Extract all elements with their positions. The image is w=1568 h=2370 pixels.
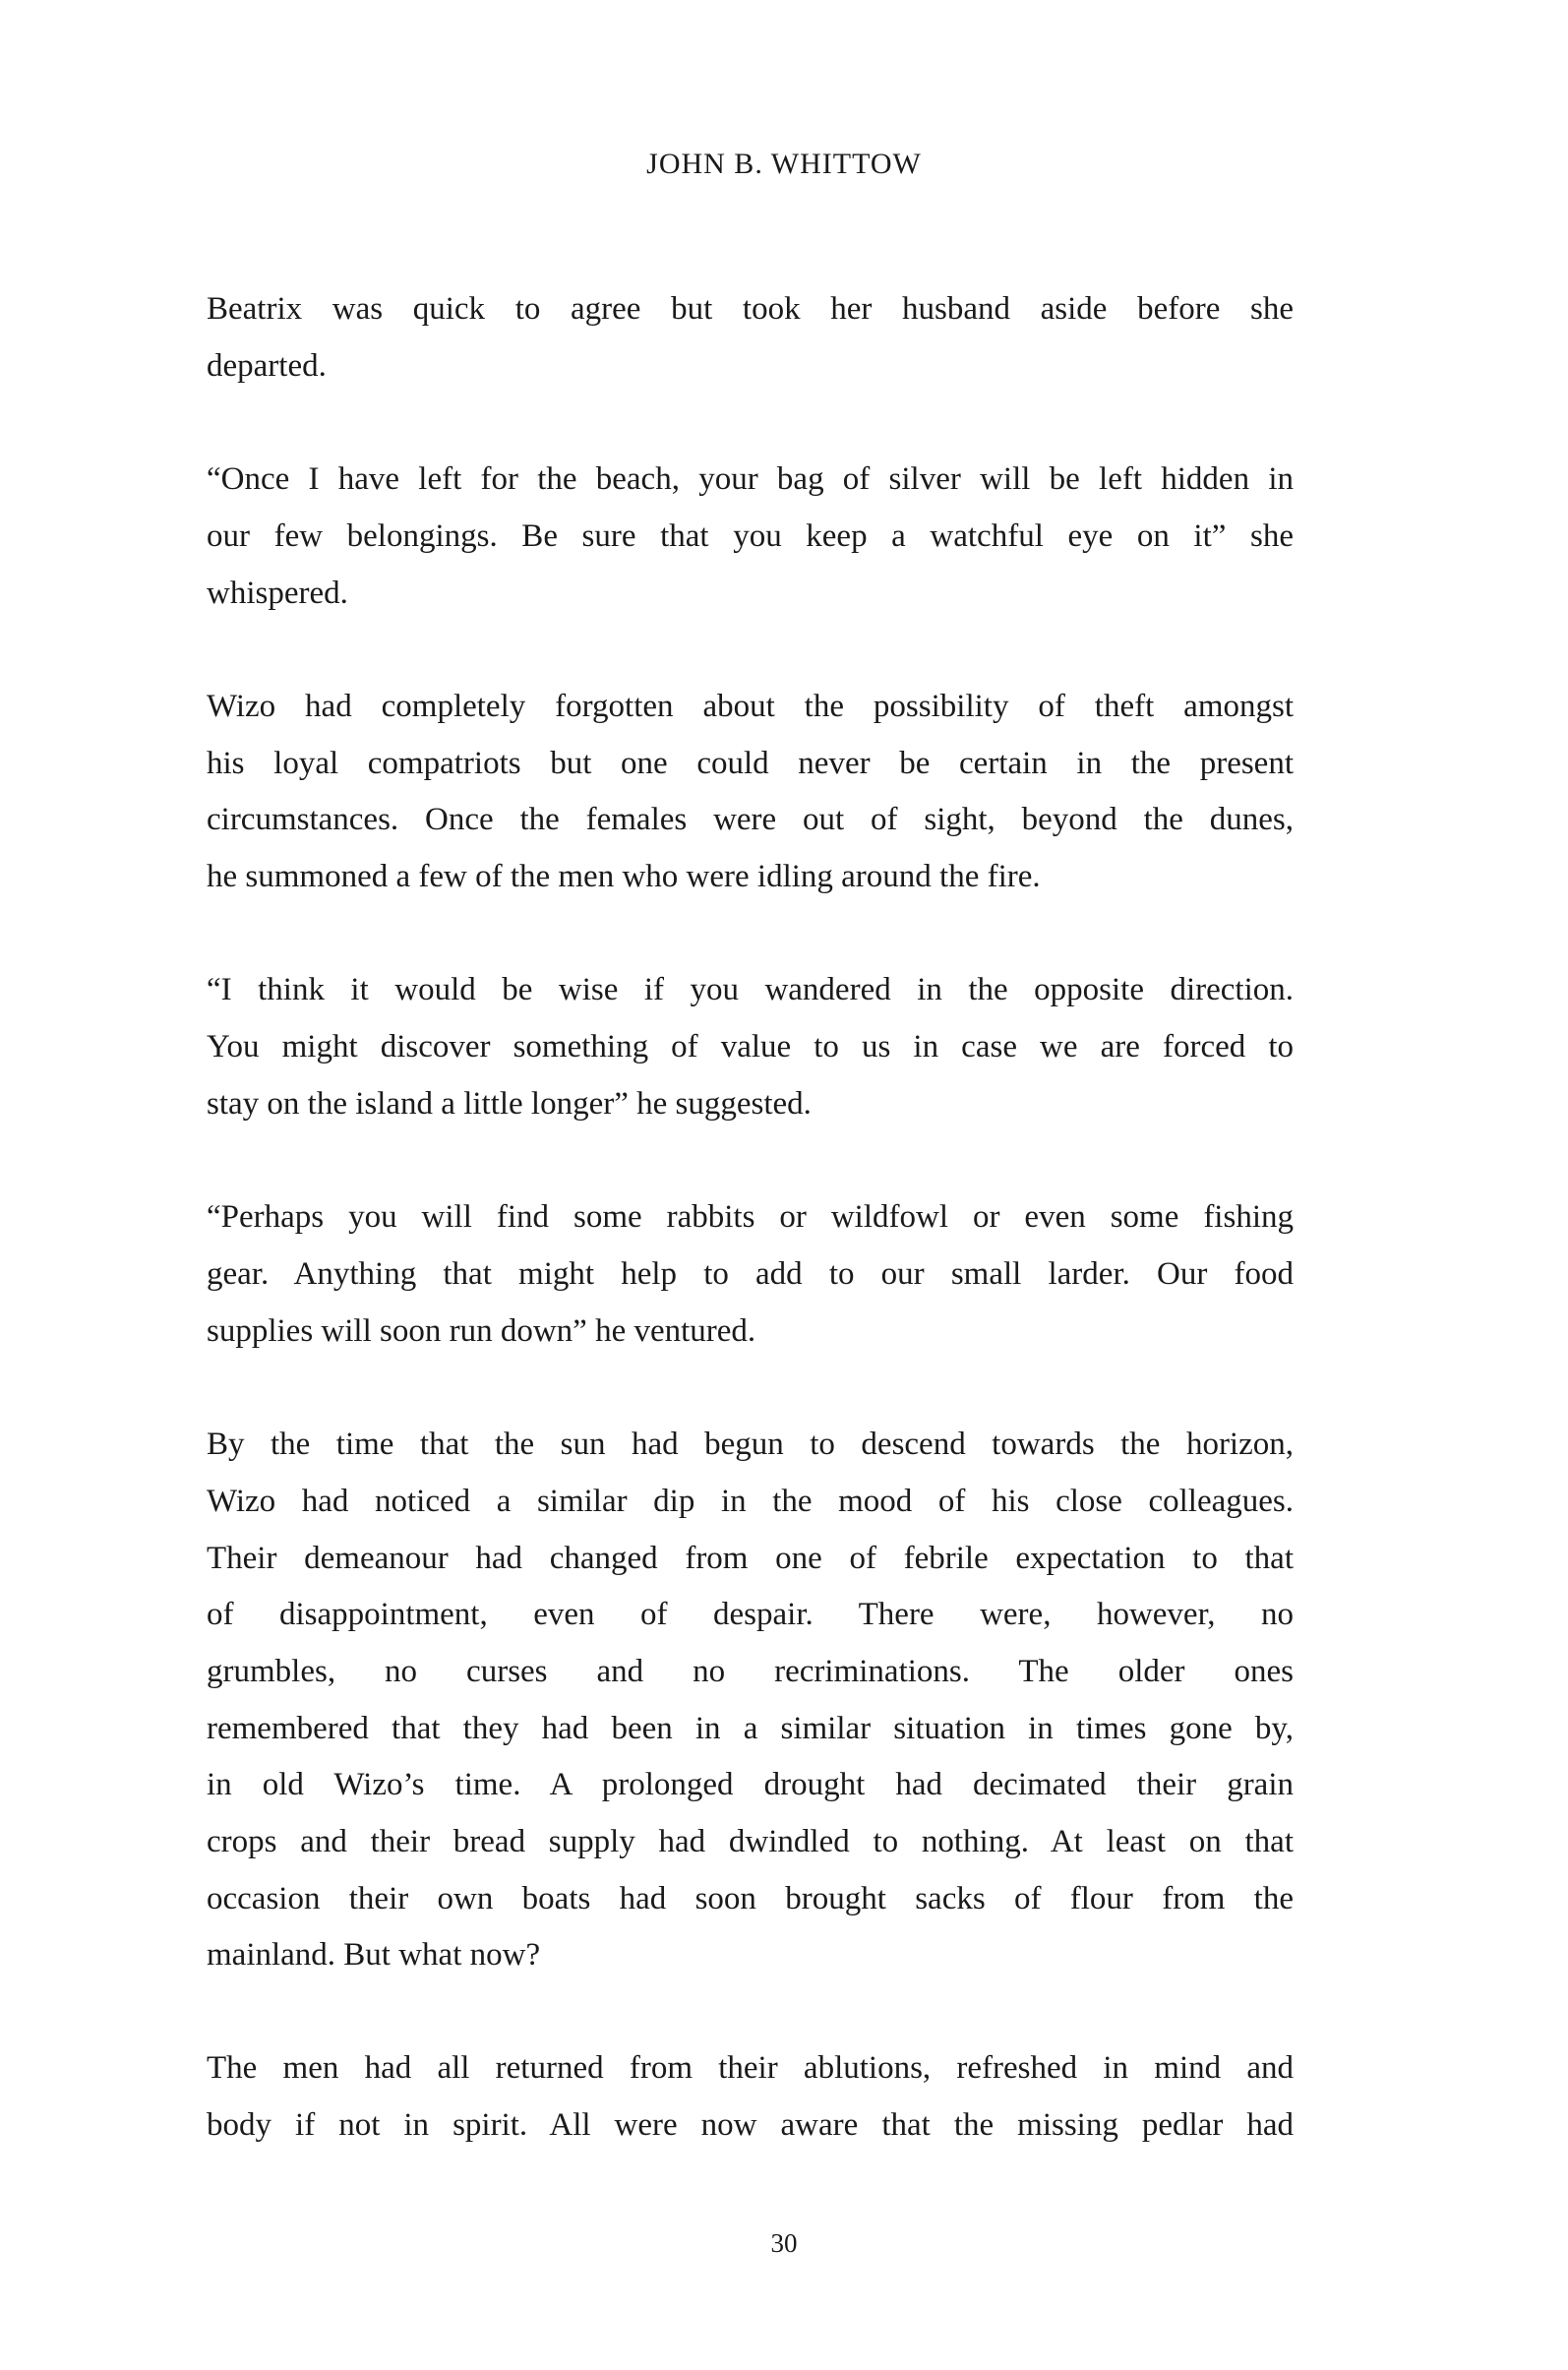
text-line: stay on the island a little longer” he suggested. [207, 1086, 812, 1122]
text-line: our few belongings. Be sure that you keep a watchful eye on it” she [207, 518, 1294, 554]
text-line: departed. [207, 348, 327, 384]
text-line: grumbles, no curses and no recriminations. The older ones [207, 1654, 1294, 1689]
text-line: occasion their own boats had soon brought sacks of flour from the [207, 1881, 1294, 1916]
text-line: The men had all returned from their ablutions, refreshed in mind and [207, 2050, 1294, 2086]
page-number: 30 [770, 2228, 798, 2258]
text-line: Beatrix was quick to agree but took her husband aside before she [207, 291, 1294, 327]
text-line: supplies will soon run down” he ventured. [207, 1313, 756, 1349]
text-line: By the time that the sun had begun to descend towards the horizon, [207, 1427, 1294, 1462]
text-line: Wizo had completely forgotten about the possibility of theft amongst [207, 689, 1294, 724]
text-line: remembered that they had been in a similar situation in times gone by, [207, 1711, 1294, 1746]
text-line: “Perhaps you will find some rabbits or wildfowl or even some fishing [207, 1199, 1294, 1235]
text-line: his loyal compatriots but one could never be certain in the present [207, 746, 1294, 781]
text-line: of disappointment, even of despair. There were, however, no [207, 1597, 1294, 1632]
text-line: he summoned a few of the men who were idling around the fire. [207, 859, 1041, 894]
text-line: gear. Anything that might help to add to our small larder. Our food [207, 1256, 1294, 1292]
text-line: circumstances. Once the females were out of sight, beyond the dunes, [207, 802, 1294, 837]
text-line: Their demeanour had changed from one of febrile expectation to that [207, 1541, 1294, 1576]
text-line: Wizo had noticed a similar dip in the mood of his close colleagues. [207, 1484, 1294, 1519]
running-header: JOHN B. WHITTOW [646, 148, 922, 180]
text-line: body if not in spirit. All were now aware that the missing pedlar had [207, 2107, 1294, 2143]
text-line: in old Wizo’s time. A prolonged drought had decimated their grain [207, 1767, 1294, 1802]
text-line: You might discover something of value to us in case we are forced to [207, 1029, 1294, 1064]
text-line: “Once I have left for the beach, your bag of silver will be left hidden in [207, 461, 1294, 497]
text-line: crops and their bread supply had dwindled to nothing. At least on that [207, 1824, 1294, 1859]
text-line: “I think it would be wise if you wandered in the opposite direction. [207, 972, 1294, 1007]
text-line: whispered. [207, 576, 348, 611]
text-line: mainland. But what now? [207, 1937, 541, 1973]
